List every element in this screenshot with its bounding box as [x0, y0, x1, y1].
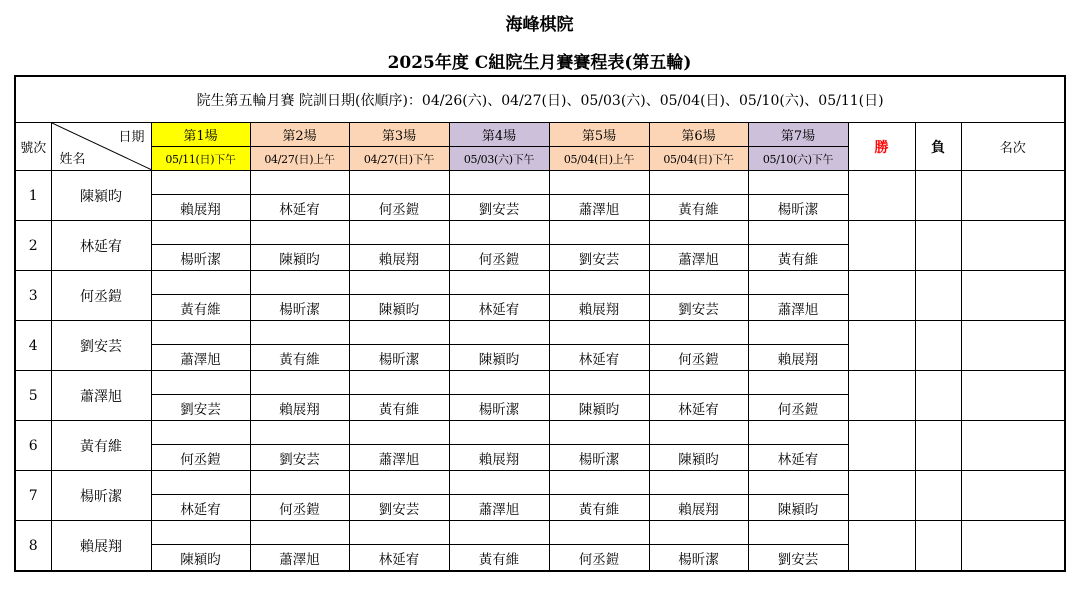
player-number: 7	[15, 471, 51, 521]
opponent-cell: 何丞鎧	[250, 495, 349, 521]
opponent-cell: 林延宥	[549, 345, 649, 371]
lose-cell[interactable]	[915, 421, 961, 471]
result-cell[interactable]	[449, 521, 549, 545]
round-label: 第1場	[151, 123, 250, 147]
result-cell[interactable]	[649, 271, 748, 295]
round-label: 第3場	[349, 123, 449, 147]
lose-cell[interactable]	[915, 221, 961, 271]
lose-header: 負	[915, 123, 961, 171]
opponent-cell: 何丞鎧	[151, 445, 250, 471]
opponent-cell: 劉安芸	[649, 295, 748, 321]
win-cell[interactable]	[848, 421, 915, 471]
opponent-cell: 楊昕潔	[250, 295, 349, 321]
opponent-cell: 賴展翔	[549, 295, 649, 321]
result-cell[interactable]	[250, 421, 349, 445]
player-number: 1	[15, 171, 51, 221]
result-cell[interactable]	[250, 521, 349, 545]
schedule-table	[14, 75, 1066, 572]
result-cell[interactable]	[549, 471, 649, 495]
lose-cell[interactable]	[915, 271, 961, 321]
opponent-cell: 楊昕潔	[151, 245, 250, 271]
result-cell[interactable]	[549, 371, 649, 395]
result-cell[interactable]	[748, 421, 848, 445]
lose-cell[interactable]	[915, 521, 961, 572]
result-cell[interactable]	[349, 271, 449, 295]
result-cell[interactable]	[250, 321, 349, 345]
opponent-cell: 黃有維	[349, 395, 449, 421]
result-cell[interactable]	[250, 221, 349, 245]
player-number: 8	[15, 521, 51, 572]
opponent-cell: 黃有維	[748, 245, 848, 271]
result-cell[interactable]	[649, 321, 748, 345]
opponent-cell: 賴展翔	[449, 445, 549, 471]
training-dates-info: 院生第五輪月賽 院訓日期(依順序)：04/26(六)、04/27(日)、05/03(六)、05/04(日)、05/10(六)、05/11(日)	[15, 76, 1065, 123]
result-cell[interactable]	[151, 221, 250, 245]
rank-cell[interactable]	[961, 521, 1065, 572]
opponent-cell: 林延宥	[349, 545, 449, 572]
player-name: 林延宥	[51, 221, 151, 271]
result-cell[interactable]	[449, 271, 549, 295]
opponent-cell: 林延宥	[748, 445, 848, 471]
result-cell[interactable]	[549, 421, 649, 445]
round-date: 05/03(六)下午	[449, 147, 549, 171]
player-name: 楊昕潔	[51, 471, 151, 521]
opponent-cell: 蕭澤旭	[649, 245, 748, 271]
date-header-label: 日期	[118, 130, 145, 145]
result-cell[interactable]	[649, 421, 748, 445]
result-cell[interactable]	[649, 371, 748, 395]
opponent-cell: 陳潁昀	[549, 395, 649, 421]
result-cell[interactable]	[151, 271, 250, 295]
result-cell[interactable]	[748, 471, 848, 495]
win-cell[interactable]	[848, 221, 915, 271]
win-cell[interactable]	[848, 371, 915, 421]
player-name: 劉安芸	[51, 321, 151, 371]
result-cell[interactable]	[449, 171, 549, 195]
opponent-cell: 陳潁昀	[649, 445, 748, 471]
result-cell[interactable]	[151, 321, 250, 345]
opponent-cell: 楊昕潔	[449, 395, 549, 421]
rank-cell[interactable]	[961, 271, 1065, 321]
result-cell[interactable]	[250, 471, 349, 495]
rank-cell[interactable]	[961, 321, 1065, 371]
result-cell[interactable]	[748, 521, 848, 545]
result-cell[interactable]	[649, 171, 748, 195]
opponent-cell: 何丞鎧	[649, 345, 748, 371]
player-row	[15, 421, 1065, 445]
result-cell[interactable]	[748, 171, 848, 195]
lose-cell[interactable]	[915, 321, 961, 371]
player-name: 賴展翔	[51, 521, 151, 572]
opponent-cell: 何丞鎧	[549, 545, 649, 572]
result-cell[interactable]	[250, 271, 349, 295]
round-date: 05/04(日)下午	[649, 147, 748, 171]
rank-header: 名次	[961, 123, 1065, 171]
player-row	[15, 171, 1065, 195]
result-cell[interactable]	[151, 371, 250, 395]
win-cell[interactable]	[848, 321, 915, 371]
player-name: 蕭澤旭	[51, 371, 151, 421]
lose-cell[interactable]	[915, 371, 961, 421]
player-number: 4	[15, 321, 51, 371]
opponent-cell: 劉安芸	[549, 245, 649, 271]
result-cell[interactable]	[549, 521, 649, 545]
player-number: 6	[15, 421, 51, 471]
player-name: 何丞鎧	[51, 271, 151, 321]
number-header: 號次	[15, 123, 51, 171]
opponent-cell: 蕭澤旭	[549, 195, 649, 221]
round-label: 第4場	[449, 123, 549, 147]
opponent-cell: 陳潁昀	[748, 495, 848, 521]
opponent-cell: 黃有維	[649, 195, 748, 221]
opponent-cell: 劉安芸	[250, 445, 349, 471]
result-cell[interactable]	[250, 371, 349, 395]
opponent-cell: 何丞鎧	[349, 195, 449, 221]
result-cell[interactable]	[151, 521, 250, 545]
opponent-cell: 黃有維	[250, 345, 349, 371]
opponent-cell: 蕭澤旭	[151, 345, 250, 371]
result-cell[interactable]	[549, 221, 649, 245]
opponent-cell: 劉安芸	[151, 395, 250, 421]
result-cell[interactable]	[549, 171, 649, 195]
opponent-cell: 劉安芸	[449, 195, 549, 221]
result-cell[interactable]	[748, 221, 848, 245]
player-number: 3	[15, 271, 51, 321]
opponent-cell: 林延宥	[649, 395, 748, 421]
date-name-header	[51, 123, 151, 171]
round-label: 第7場	[748, 123, 848, 147]
opponent-cell: 黃有維	[549, 495, 649, 521]
player-name: 陳潁昀	[51, 171, 151, 221]
schedule-subtitle: 2025年度 C組院生月賽賽程表(第五輪)	[387, 53, 692, 73]
result-cell[interactable]	[349, 371, 449, 395]
result-cell[interactable]	[349, 171, 449, 195]
win-cell[interactable]	[848, 471, 915, 521]
opponent-cell: 蕭澤旭	[349, 445, 449, 471]
opponent-cell: 何丞鎧	[449, 245, 549, 271]
result-cell[interactable]	[151, 471, 250, 495]
result-cell[interactable]	[250, 171, 349, 195]
result-cell[interactable]	[151, 171, 250, 195]
result-cell[interactable]	[349, 421, 449, 445]
player-row	[15, 271, 1065, 295]
opponent-cell: 黃有維	[449, 545, 549, 572]
rank-cell[interactable]	[961, 471, 1065, 521]
result-cell[interactable]	[449, 321, 549, 345]
opponent-cell: 黃有維	[151, 295, 250, 321]
result-cell[interactable]	[748, 271, 848, 295]
player-row	[15, 371, 1065, 395]
result-cell[interactable]	[151, 421, 250, 445]
opponent-cell: 賴展翔	[748, 345, 848, 371]
result-cell[interactable]	[449, 371, 549, 395]
opponent-cell: 林延宥	[151, 495, 250, 521]
opponent-cell: 賴展翔	[649, 495, 748, 521]
opponent-cell: 楊昕潔	[649, 545, 748, 572]
player-row	[15, 221, 1065, 245]
round-label: 第2場	[250, 123, 349, 147]
result-cell[interactable]	[449, 471, 549, 495]
opponent-cell: 賴展翔	[250, 395, 349, 421]
rank-cell[interactable]	[961, 171, 1065, 221]
opponent-cell: 楊昕潔	[748, 195, 848, 221]
opponent-cell: 陳潁昀	[449, 345, 549, 371]
result-cell[interactable]	[349, 321, 449, 345]
result-cell[interactable]	[549, 321, 649, 345]
result-cell[interactable]	[748, 321, 848, 345]
player-row	[15, 471, 1065, 495]
opponent-cell: 賴展翔	[151, 195, 250, 221]
result-cell[interactable]	[549, 271, 649, 295]
lose-cell[interactable]	[915, 471, 961, 521]
win-cell[interactable]	[848, 171, 915, 221]
opponent-cell: 賴展翔	[349, 245, 449, 271]
result-cell[interactable]	[649, 471, 748, 495]
result-cell[interactable]	[349, 471, 449, 495]
round-label: 第6場	[649, 123, 748, 147]
round-date: 04/27(日)上午	[250, 147, 349, 171]
result-cell[interactable]	[649, 221, 748, 245]
opponent-cell: 林延宥	[250, 195, 349, 221]
round-label: 第5場	[549, 123, 649, 147]
round-date: 04/27(日)下午	[349, 147, 449, 171]
result-cell[interactable]	[349, 521, 449, 545]
result-cell[interactable]	[449, 221, 549, 245]
opponent-cell: 陳潁昀	[151, 545, 250, 572]
result-cell[interactable]	[349, 221, 449, 245]
opponent-cell: 林延宥	[449, 295, 549, 321]
opponent-cell: 蕭澤旭	[449, 495, 549, 521]
opponent-cell: 楊昕潔	[349, 345, 449, 371]
result-cell[interactable]	[748, 371, 848, 395]
lose-cell[interactable]	[915, 171, 961, 221]
win-cell[interactable]	[848, 521, 915, 572]
rank-cell[interactable]	[961, 221, 1065, 271]
opponent-cell: 劉安芸	[748, 545, 848, 572]
player-row	[15, 321, 1065, 345]
opponent-cell: 楊昕潔	[549, 445, 649, 471]
rank-cell[interactable]	[961, 371, 1065, 421]
page-title: 海峰棋院	[505, 15, 574, 35]
result-cell[interactable]	[449, 421, 549, 445]
player-number: 5	[15, 371, 51, 421]
opponent-cell: 蕭澤旭	[250, 545, 349, 572]
player-number: 2	[15, 221, 51, 271]
round-date: 05/10(六)下午	[748, 147, 848, 171]
opponent-cell: 陳潁昀	[349, 295, 449, 321]
win-header: 勝	[848, 123, 915, 171]
result-cell[interactable]	[649, 521, 748, 545]
player-row	[15, 521, 1065, 545]
opponent-cell: 劉安芸	[349, 495, 449, 521]
opponent-cell: 何丞鎧	[748, 395, 848, 421]
round-date: 05/04(日)上午	[549, 147, 649, 171]
opponent-cell: 蕭澤旭	[748, 295, 848, 321]
rank-cell[interactable]	[961, 421, 1065, 471]
win-cell[interactable]	[848, 271, 915, 321]
player-name: 黃有維	[51, 421, 151, 471]
opponent-cell: 陳潁昀	[250, 245, 349, 271]
round-date: 05/11(日)下午	[151, 147, 250, 171]
name-header-label: 姓名	[59, 152, 86, 167]
